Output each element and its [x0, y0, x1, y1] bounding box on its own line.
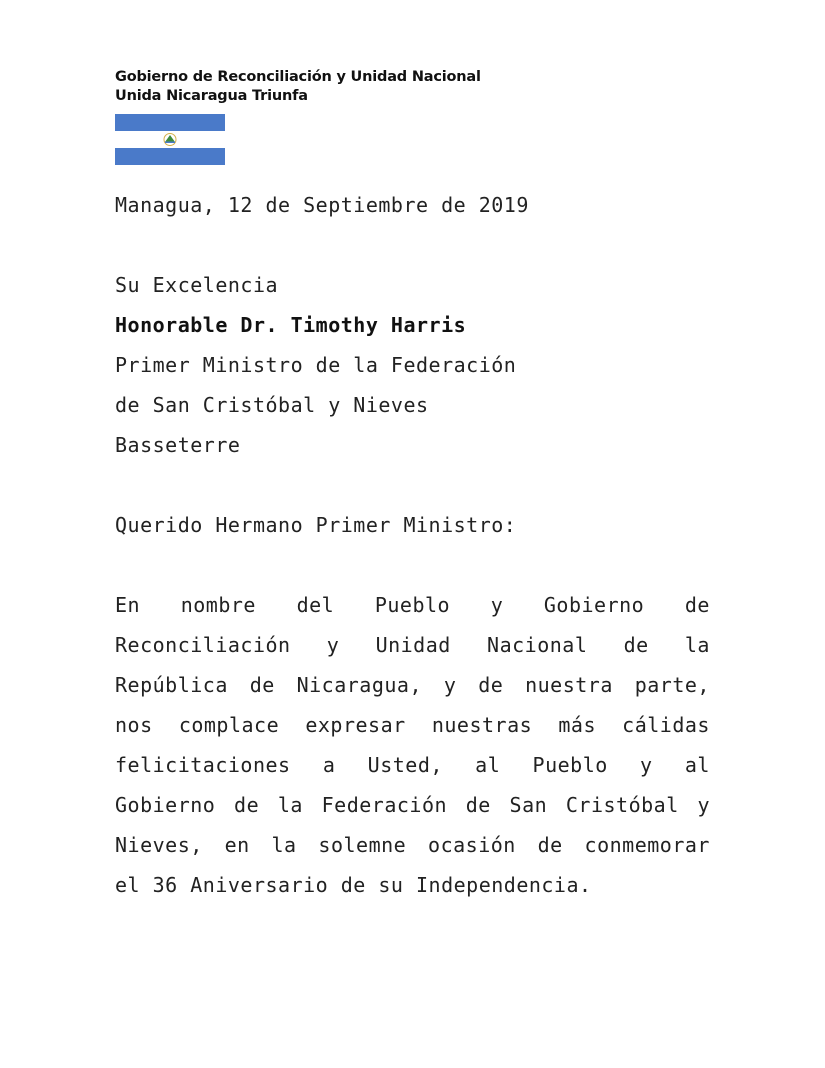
word: la	[277, 793, 303, 817]
word: y	[697, 793, 710, 817]
letter-date	[115, 185, 710, 225]
word: Nieves,	[115, 833, 203, 857]
word: y	[640, 753, 653, 777]
word: Gobierno	[543, 593, 645, 617]
word: Pueblo	[374, 593, 451, 617]
word: nos	[115, 713, 153, 737]
word: complace	[178, 713, 280, 737]
paragraph-line	[115, 665, 710, 705]
paragraph-line	[115, 785, 710, 825]
word: Nacional	[487, 633, 588, 657]
letterhead-government-name: Gobierno de Reconciliación y Unidad Nacional	[115, 69, 481, 85]
word: Usted,	[367, 753, 443, 777]
word: al	[475, 753, 501, 777]
word: de	[623, 633, 649, 657]
word: en	[224, 833, 250, 857]
word: Gobierno	[115, 793, 216, 817]
letter-paragraph	[115, 585, 710, 905]
recipient-position-line1: Primer Ministro de la Federación	[115, 353, 517, 377]
letterhead-slogan: Unida Nicaragua Triunfa	[115, 88, 308, 104]
word: Nicaragua,	[296, 673, 423, 697]
salutation	[115, 505, 710, 545]
word: expresar	[305, 713, 406, 737]
paragraph-line	[115, 705, 710, 745]
word: de	[684, 593, 710, 617]
word: de	[478, 673, 504, 697]
salutation-line: Querido Hermano Primer Ministro:	[115, 513, 517, 537]
word: Pueblo	[532, 753, 608, 777]
word: de	[249, 673, 275, 697]
recipient-name: Honorable Dr. Timothy Harris	[115, 313, 467, 337]
word: nombre	[180, 593, 256, 617]
paragraph-line	[115, 825, 710, 865]
date-line: Managua, 12 de Septiembre de 2019	[115, 193, 529, 217]
word: parte,	[634, 673, 710, 697]
nicaragua-flag-icon	[115, 114, 225, 165]
word: la	[271, 833, 297, 857]
word: a	[322, 753, 336, 777]
word: nuestras	[431, 713, 533, 737]
word: Reconciliación	[115, 633, 291, 657]
word: de	[465, 793, 491, 817]
word: y	[326, 633, 340, 657]
word: al	[684, 753, 710, 777]
word: República	[115, 673, 228, 697]
word: más	[558, 713, 596, 737]
word: del	[296, 593, 335, 617]
flag-top-stripe	[115, 114, 225, 131]
word: San	[509, 793, 548, 817]
letterhead	[115, 68, 481, 106]
word: y	[443, 673, 457, 697]
paragraph-line	[115, 585, 710, 625]
word: cálidas	[622, 713, 710, 737]
recipient-block	[115, 265, 710, 465]
word: y	[490, 593, 504, 617]
recipient-title: Su Excelencia	[115, 273, 279, 297]
word: solemne	[318, 833, 407, 857]
word: de	[234, 793, 260, 817]
flag-bottom-stripe	[115, 148, 225, 165]
paragraph-last-line: el 36 Aniversario de su Independencia.	[115, 873, 592, 897]
word: Cristóbal	[565, 793, 679, 817]
recipient-position-line2: de San Cristóbal y Nieves	[115, 393, 429, 417]
word: En	[115, 593, 141, 617]
word: Federación	[321, 793, 448, 817]
paragraph-line	[115, 745, 710, 785]
paragraph-line	[115, 625, 710, 665]
word: la	[684, 633, 710, 657]
word: Unidad	[375, 633, 451, 657]
recipient-city: Basseterre	[115, 433, 241, 457]
word: felicitaciones	[115, 753, 291, 777]
word: nuestra	[525, 673, 613, 697]
word: de	[537, 833, 563, 857]
word: conmemorar	[584, 833, 710, 857]
word: ocasión	[428, 833, 516, 857]
